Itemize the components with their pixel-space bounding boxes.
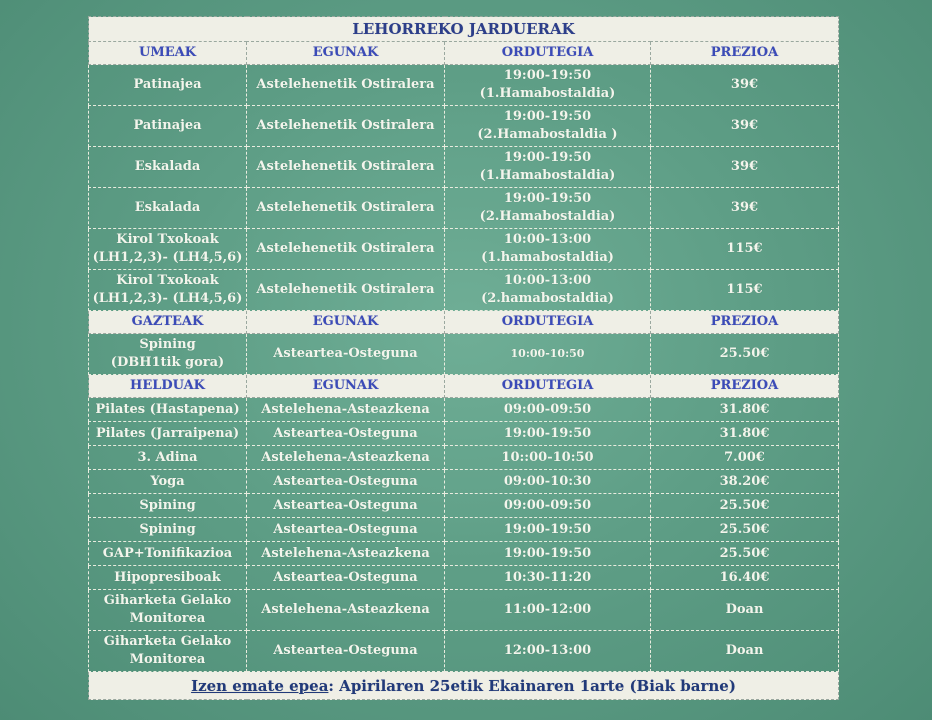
registration-dates: : Apirilaren 25etik Ekainaren 1arte (Biak barne) — [328, 676, 736, 695]
activity-name-line: Spining — [139, 337, 196, 352]
activity-price: Doan — [651, 590, 839, 631]
activity-price: 31.80€ — [651, 398, 839, 422]
table-row — [89, 542, 839, 566]
activity-name-line: Monitorea — [129, 652, 206, 667]
activity-name-line: GAP+Tonifikazioa — [102, 545, 233, 561]
activity-name-line: (LH1,2,3)- (LH4,5,6) — [92, 250, 243, 265]
activity-days: Asteartea-Osteguna — [247, 422, 445, 446]
activity-time-line: 10::00-10:50 — [501, 449, 594, 465]
activity-name-line: Hipopresiboak — [114, 569, 221, 585]
activity-name-line: Giharketa Gelako — [103, 593, 232, 608]
activity-time-line: (2.Hamabostaldia) — [479, 209, 616, 224]
activity-time — [445, 106, 651, 147]
table-row — [89, 106, 839, 147]
activity-time-line: (1.Hamabostaldia) — [479, 86, 616, 101]
activity-time — [445, 446, 651, 470]
activity-name — [89, 270, 247, 311]
activity-days: Astelehenetik Ostiralera — [247, 188, 445, 229]
table-row — [89, 270, 839, 311]
table-row — [89, 147, 839, 188]
column-header: ORDUTEGIA — [445, 311, 651, 334]
column-header: ORDUTEGIA — [445, 375, 651, 398]
activity-time-line: 19:00-19:50 — [503, 191, 592, 206]
activity-price: 25.50€ — [651, 542, 839, 566]
activity-price: 38.20€ — [651, 470, 839, 494]
activity-time — [445, 542, 651, 566]
activity-days: Astelehenetik Ostiralera — [247, 270, 445, 311]
activity-days: Asteartea-Osteguna — [247, 518, 445, 542]
section-header-row — [89, 311, 839, 334]
activity-name — [89, 494, 247, 518]
activity-time-line: (1.Hamabostaldia) — [479, 168, 616, 183]
activity-time-line: 19:00-19:50 — [503, 150, 592, 165]
activity-price: Doan — [651, 631, 839, 672]
activity-time — [445, 494, 651, 518]
activity-time-line: 19:00-19:50 — [503, 109, 592, 124]
section-title: UMEAK — [89, 42, 247, 65]
activity-time — [445, 188, 651, 229]
activity-name-line: Pilates (Hastapena) — [95, 401, 240, 417]
activity-days: Asteartea-Osteguna — [247, 334, 445, 375]
registration-label: Izen emate epea — [191, 676, 329, 695]
table-row — [89, 229, 839, 270]
activity-name — [89, 422, 247, 446]
activity-name-line: Spining — [139, 497, 196, 513]
activity-time-line: 19:00-19:50 — [503, 545, 592, 561]
activity-name-line: Patinajea — [133, 77, 202, 92]
activity-name-line: Monitorea — [129, 611, 206, 626]
activity-time-line: 19:00-19:50 — [503, 521, 592, 537]
activity-name — [89, 446, 247, 470]
section-header-row — [89, 42, 839, 65]
activity-time-line: 10:00-13:00 — [503, 232, 592, 247]
activity-days: Astelehena-Asteazkena — [247, 398, 445, 422]
activity-name-line: Giharketa Gelako — [103, 634, 232, 649]
table-row — [89, 590, 839, 631]
activity-days: Astelehenetik Ostiralera — [247, 147, 445, 188]
activity-time — [445, 229, 651, 270]
activity-time-line: 09:00-10:30 — [503, 473, 592, 489]
activity-time-line: 10:30-11:20 — [503, 569, 592, 585]
activity-name — [89, 65, 247, 106]
activity-name-line: Patinajea — [133, 118, 202, 133]
activity-price: 39€ — [651, 147, 839, 188]
activity-days: Asteartea-Osteguna — [247, 631, 445, 672]
activity-time-line: (2.Hamabostaldia ) — [477, 127, 618, 142]
activity-name — [89, 188, 247, 229]
activity-time — [445, 398, 651, 422]
activity-time — [445, 270, 651, 311]
activity-name-line: Kirol Txokoak — [116, 232, 219, 247]
activity-name — [89, 229, 247, 270]
activity-days: Asteartea-Osteguna — [247, 494, 445, 518]
section-header-row — [89, 375, 839, 398]
activity-time-line: 11:00-12:00 — [503, 602, 592, 617]
activity-name — [89, 590, 247, 631]
activity-price: 25.50€ — [651, 518, 839, 542]
activity-name-line: (DBH1tik gora) — [110, 355, 225, 370]
activity-name — [89, 542, 247, 566]
activity-time-line: 19:00-19:50 — [503, 425, 592, 441]
activity-name — [89, 566, 247, 590]
activity-time — [445, 631, 651, 672]
activity-price: 39€ — [651, 106, 839, 147]
table-row — [89, 566, 839, 590]
activity-name — [89, 631, 247, 672]
activity-days: Asteartea-Osteguna — [247, 566, 445, 590]
activity-price: 39€ — [651, 188, 839, 229]
table-row — [89, 334, 839, 375]
activity-time-line: 12:00-13:00 — [503, 643, 592, 658]
table-row — [89, 65, 839, 106]
table-row — [89, 518, 839, 542]
column-header: PREZIOA — [651, 42, 839, 65]
section-title: HELDUAK — [89, 375, 247, 398]
activity-time — [445, 334, 651, 375]
activity-time — [445, 470, 651, 494]
registration-footer — [89, 672, 839, 700]
activity-price: 115€ — [651, 229, 839, 270]
activity-name-line: (LH1,2,3)- (LH4,5,6) — [92, 291, 243, 306]
table-row — [89, 494, 839, 518]
column-header: EGUNAK — [247, 311, 445, 334]
column-header: PREZIOA — [651, 375, 839, 398]
activity-time-line: 10:00-10:50 — [510, 347, 585, 360]
activity-price: 39€ — [651, 65, 839, 106]
activity-price: 16.40€ — [651, 566, 839, 590]
table-row — [89, 422, 839, 446]
activity-name — [89, 470, 247, 494]
column-header: ORDUTEGIA — [445, 42, 651, 65]
activity-name-line: Spining — [139, 521, 196, 537]
activity-time-line: (2.hamabostaldia) — [481, 291, 614, 306]
activity-time-line: 10:00-13:00 — [503, 273, 592, 288]
column-header: PREZIOA — [651, 311, 839, 334]
table-row — [89, 470, 839, 494]
activity-name-line: Yoga — [150, 473, 185, 489]
activities-table — [88, 16, 839, 700]
activity-time-line: (1.hamabostaldia) — [481, 250, 614, 265]
activity-days: Astelehena-Asteazkena — [247, 542, 445, 566]
table-title: LEHORREKO JARDUERAK — [89, 17, 839, 42]
column-header: EGUNAK — [247, 375, 445, 398]
activity-name — [89, 518, 247, 542]
activity-name-line: Eskalada — [134, 159, 201, 174]
activity-time — [445, 590, 651, 631]
table-row — [89, 446, 839, 470]
activity-time-line: 09:00-09:50 — [503, 401, 592, 417]
activity-days: Astelehenetik Ostiralera — [247, 65, 445, 106]
column-header: EGUNAK — [247, 42, 445, 65]
activity-time-line: 09:00-09:50 — [503, 497, 592, 513]
table-row — [89, 188, 839, 229]
registration-period — [89, 672, 839, 700]
section-title: GAZTEAK — [89, 311, 247, 334]
activity-days: Astelehena-Asteazkena — [247, 590, 445, 631]
activities-sheet — [88, 16, 838, 700]
activity-price: 25.50€ — [651, 334, 839, 375]
activity-price: 25.50€ — [651, 494, 839, 518]
activity-name — [89, 334, 247, 375]
activity-name-line: Kirol Txokoak — [116, 273, 219, 288]
table-row — [89, 398, 839, 422]
activity-price: 7.00€ — [651, 446, 839, 470]
activity-time — [445, 65, 651, 106]
activity-time — [445, 566, 651, 590]
activity-days: Astelehenetik Ostiralera — [247, 106, 445, 147]
activity-days: Astelehenetik Ostiralera — [247, 229, 445, 270]
activity-time — [445, 147, 651, 188]
activity-name — [89, 147, 247, 188]
activity-time — [445, 422, 651, 446]
table-title-row — [89, 17, 839, 42]
activity-name-line: Eskalada — [134, 200, 201, 215]
activity-price: 31.80€ — [651, 422, 839, 446]
activity-days: Asteartea-Osteguna — [247, 470, 445, 494]
activity-time-line: 19:00-19:50 — [503, 68, 592, 83]
activity-time — [445, 518, 651, 542]
activity-price: 115€ — [651, 270, 839, 311]
activity-name — [89, 398, 247, 422]
activity-name-line: 3. Adina — [137, 449, 198, 465]
activity-days: Astelehena-Asteazkena — [247, 446, 445, 470]
table-row — [89, 631, 839, 672]
activity-name — [89, 106, 247, 147]
activity-name-line: Pilates (Jarraipena) — [95, 425, 240, 441]
